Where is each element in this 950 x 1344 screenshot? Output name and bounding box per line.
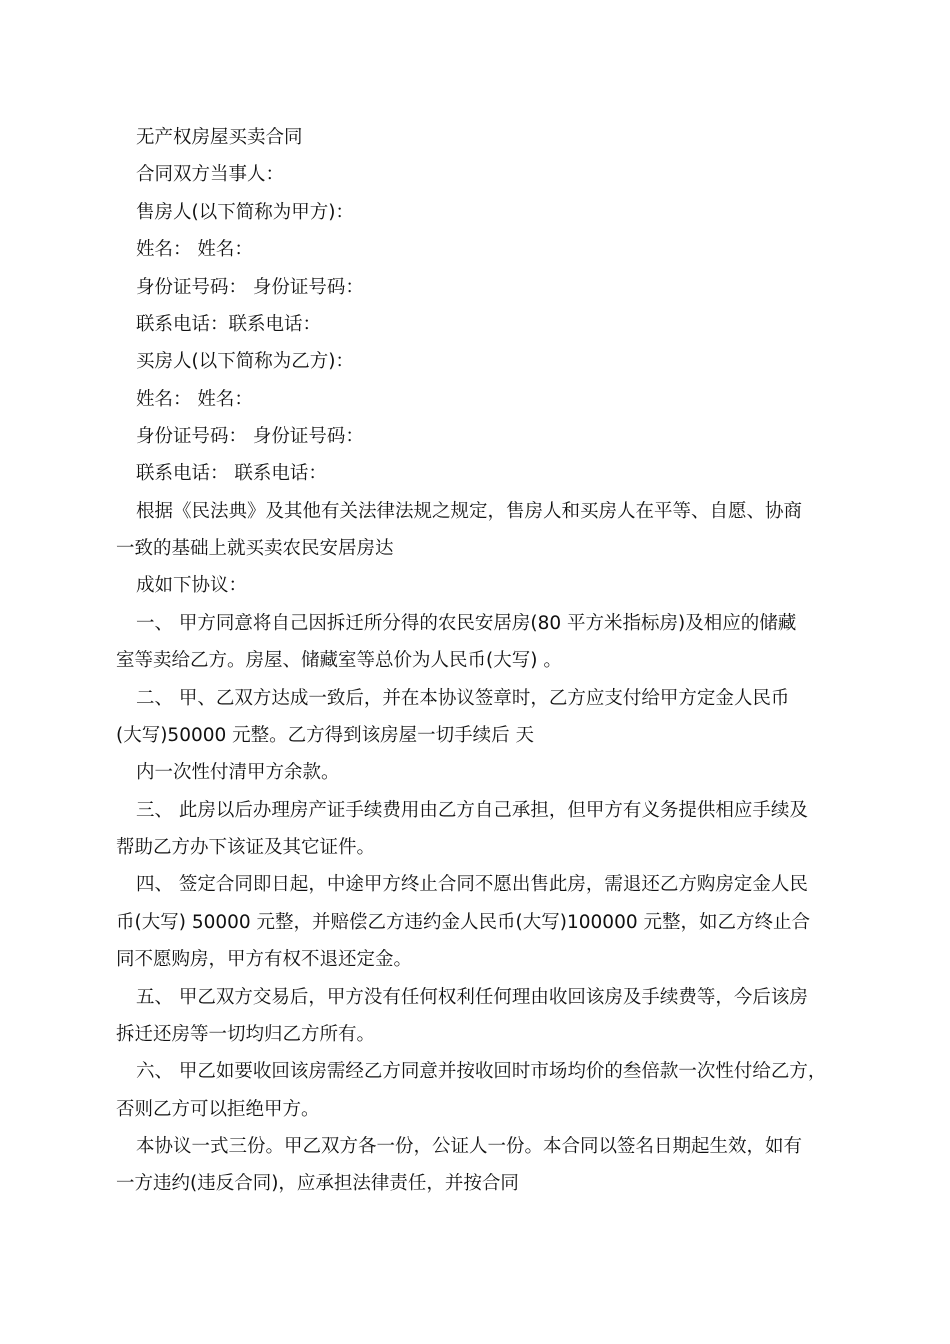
parties-heading: 合同双方当事人： — [136, 164, 285, 185]
clause-4-line-3: 同不愿购房，甲方有权不退还定金。 — [116, 949, 413, 970]
preamble-line-3: 成如下协议： — [136, 575, 248, 596]
seller-phone-line: 联系电话：联系电话： — [136, 314, 322, 335]
closing-line-1: 本协议一式三份。甲乙双方各一份，公证人一份。本合同以签名日期起生效，如有 — [136, 1136, 803, 1157]
clause-4-line-1: 四、 签定合同即日起，中途甲方终止合同不愿出售此房，需退还乙方购房定金人民 — [136, 874, 808, 895]
buyer-phone-line: 联系电话： 联系电话： — [136, 463, 327, 484]
clause-2-line-1: 二、 甲、乙双方达成一致后，并在本协议签章时，乙方应支付给甲方定金人民币 — [136, 688, 790, 709]
clause-6-line-1: 六、 甲乙如要收回该房需经乙方同意并按收回时市场均价的叁倍款一次性付给乙方， — [136, 1061, 827, 1082]
buyer-name-line: 姓名： 姓名： — [136, 389, 253, 410]
clause-2-line-3: 内一次性付清甲方余款。 — [136, 762, 340, 783]
preamble-line-2: 一致的基础上就买卖农民安居房达 — [116, 538, 394, 559]
clause-1-line-2: 室等卖给乙方。房屋、储藏室等总价为人民币(大写) 。 — [116, 650, 562, 671]
clause-1-line-1: 一、 甲方同意将自己因拆迁所分得的农民安居房(80 平方米指标房)及相应的储藏 — [136, 613, 797, 634]
buyer-id-line: 身份证号码： 身份证号码： — [136, 426, 364, 447]
clause-5-line-1: 五、 甲乙双方交易后，甲方没有任何权利任何理由收回该房及手续费等，今后该房 — [136, 987, 808, 1008]
preamble-line-1: 根据《民法典》及其他有关法律法规之规定，售房人和买房人在平等、自愿、协商 — [136, 501, 803, 522]
clause-4-line-2: 币(大写) 50000 元整，并赔偿乙方违约金人民币(大写)100000 元整，如乙方终止合 — [116, 912, 810, 933]
document-title: 无产权房屋买卖合同 — [136, 127, 303, 148]
clause-5-line-2: 拆迁还房等一切均归乙方所有。 — [116, 1024, 376, 1045]
clause-3-line-1: 三、 此房以后办理房产证手续费用由乙方自己承担，但甲方有义务提供相应手续及 — [136, 800, 808, 821]
buyer-heading: 买房人(以下简称为乙方)： — [136, 351, 354, 372]
clause-2-line-2: (大写)50000 元整。乙方得到该房屋一切手续后 天 — [116, 725, 535, 746]
seller-heading: 售房人(以下简称为甲方)： — [136, 202, 354, 223]
seller-id-line: 身份证号码： 身份证号码： — [136, 277, 364, 298]
clause-3-line-2: 帮助乙方办下该证及其它证件。 — [116, 837, 376, 858]
clause-6-line-2: 否则乙方可以拒绝甲方。 — [116, 1099, 320, 1120]
closing-line-2: 一方违约(违反合同)，应承担法律责任，并按合同 — [116, 1173, 519, 1194]
seller-name-line: 姓名： 姓名： — [136, 239, 253, 260]
